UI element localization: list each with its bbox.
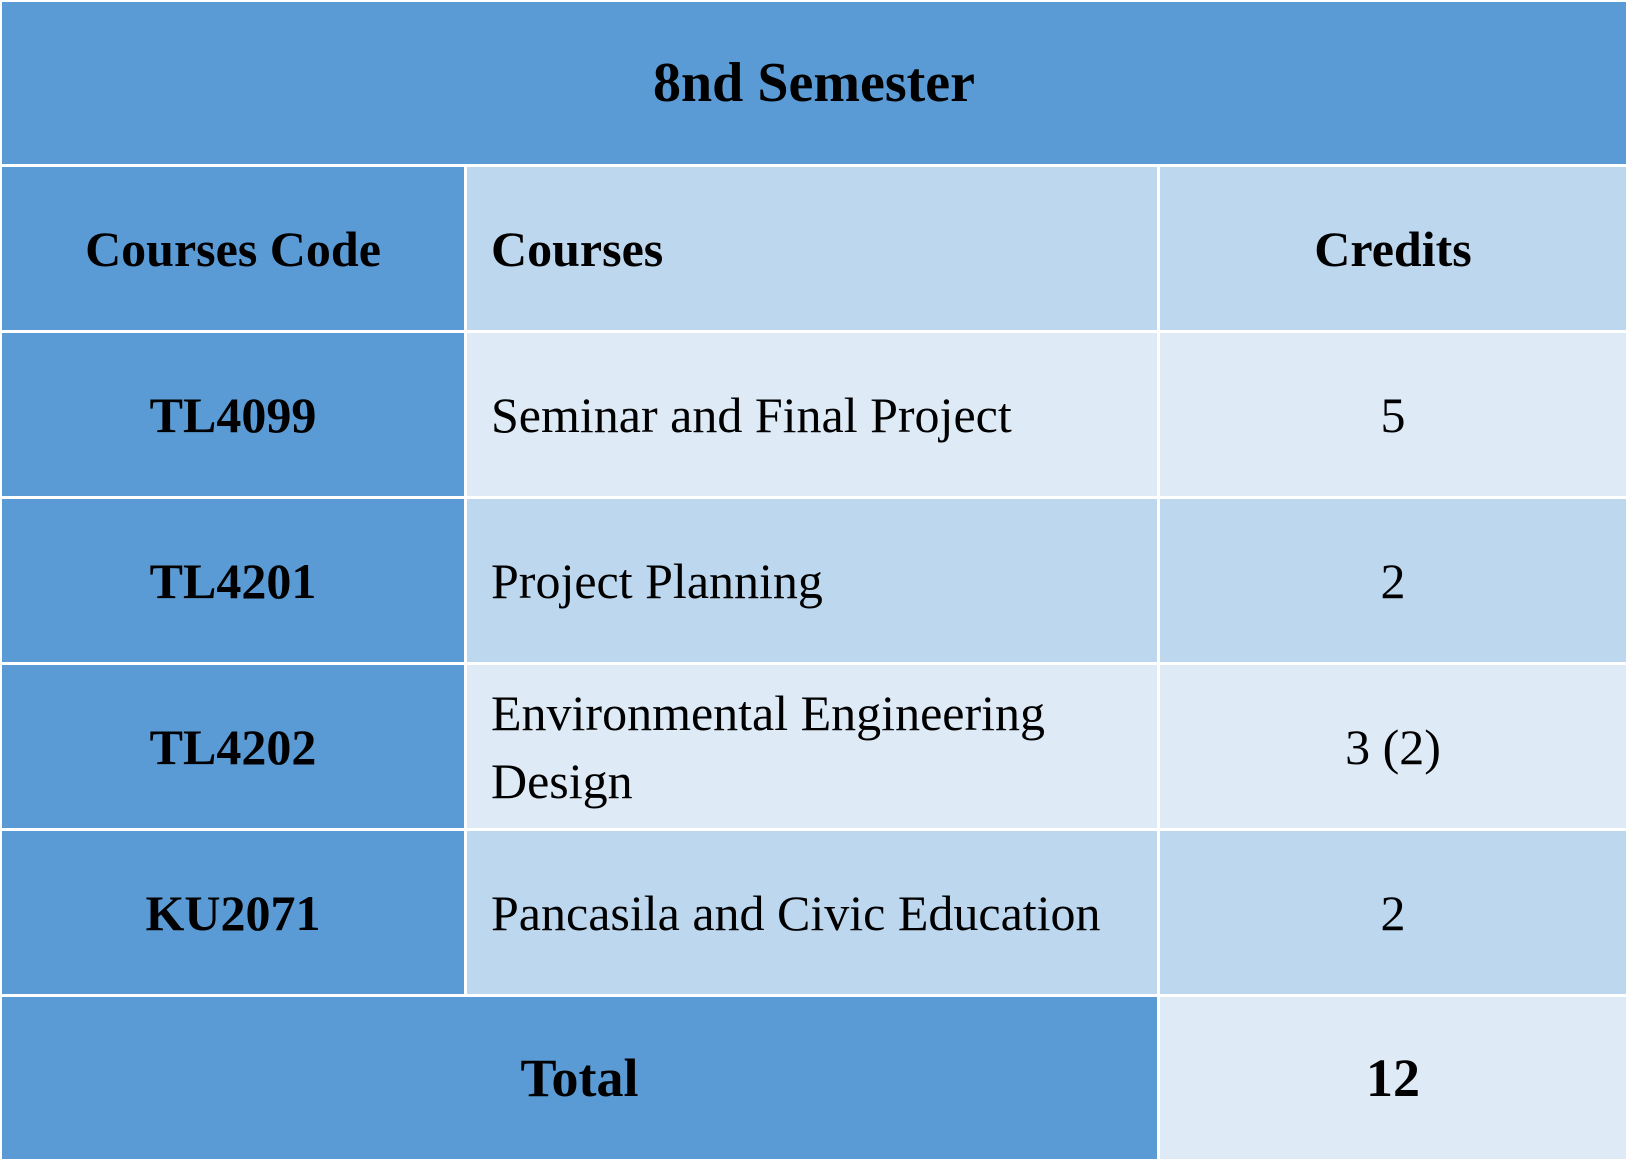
course-name-cell: Project Planning [467,499,1160,665]
total-label: Total [2,997,1160,1162]
course-code-cell: TL4202 [2,665,467,831]
course-name-text: Environmental Engineering Design [491,684,1046,809]
course-name-cell: Seminar and Final Project [467,333,1160,499]
semester-table [2,2,1626,1162]
course-credits-cell: 5 [1160,333,1626,499]
table-row [2,499,1626,665]
course-code-cell: TL4099 [2,333,467,499]
semester-sheet [2,2,1626,1162]
total-credits: 12 [1160,997,1626,1162]
header-credits: Credits [1160,167,1626,333]
table-row [2,333,1626,499]
header-row [2,167,1626,333]
course-credits-cell: 2 [1160,831,1626,997]
course-code-cell: KU2071 [2,831,467,997]
header-courses-code: Courses Code [2,167,467,333]
table-row [2,831,1626,997]
course-name-cell: Pancasila and Civic Education [467,831,1160,997]
table-row [2,665,1626,831]
course-credits-cell: 3 (2) [1160,665,1626,831]
semester-title: 8nd Semester [2,2,1626,167]
course-name-cell [467,665,1160,831]
title-row [2,2,1626,167]
course-code-cell: TL4201 [2,499,467,665]
total-row [2,997,1626,1162]
course-credits-cell: 2 [1160,499,1626,665]
header-courses: Courses [467,167,1160,333]
